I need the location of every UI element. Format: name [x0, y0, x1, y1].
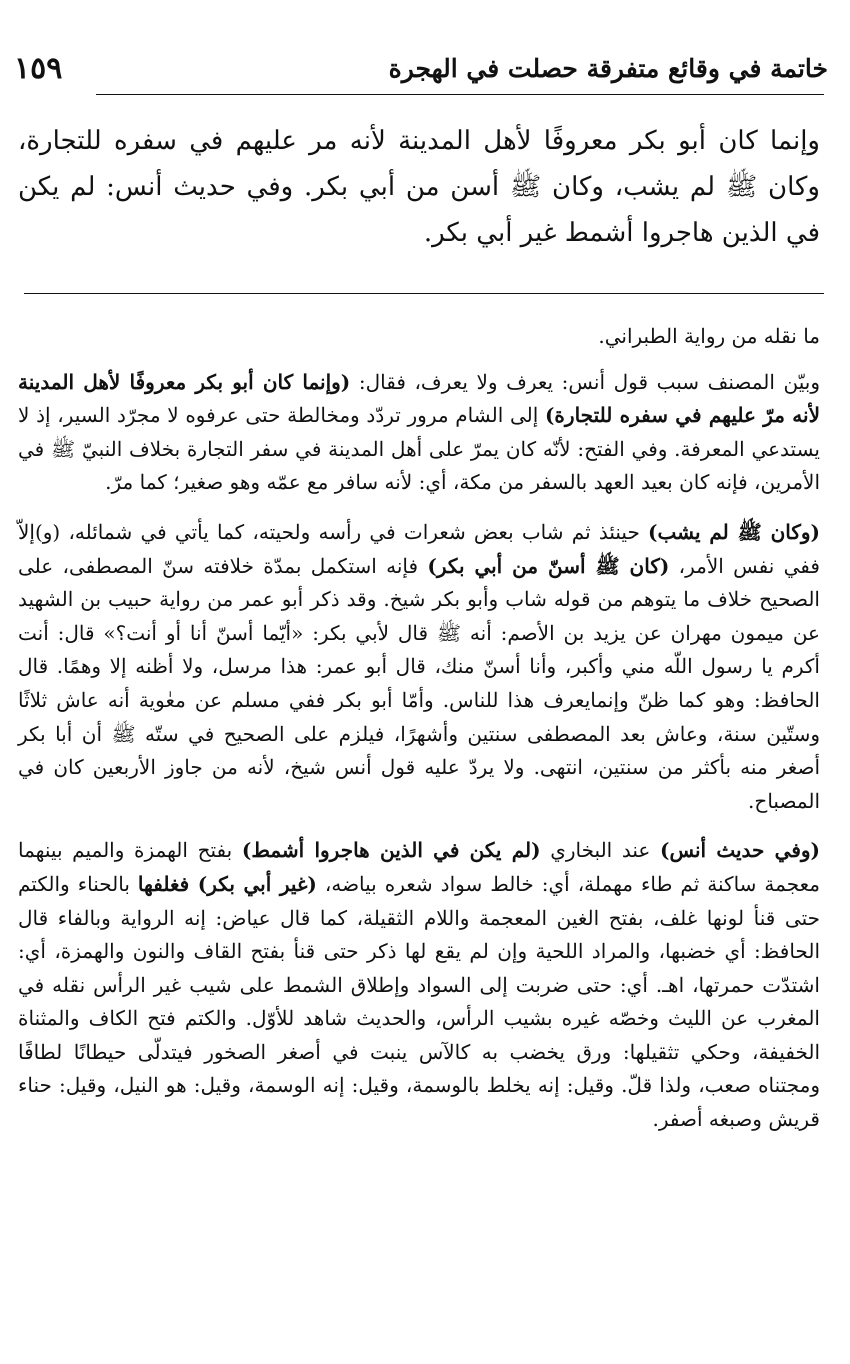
- quoted-main-text: (كان ﷺ أسنّ من أبي بكر): [427, 553, 670, 578]
- commentary-paragraph-2: [18, 366, 820, 500]
- commentary: [18, 320, 820, 1153]
- commentary-text: إلى الشام مرور تردّد ومخالطة حتى عرفوه لا مجرّد السير، إذ لا يستدعي المعرفة. وفي الفتح: لأنّه كان يمرّ على أهل المدينة في سفر التجارة بخلاف النبيّ ﷺ في الأمرين، فإنه كان بعيد العهد بالسفر من مكة، أي: لأنه سافر مع عمّه وهو صغير؛ كما مرّ.: [18, 403, 820, 495]
- page-header: [14, 46, 828, 90]
- commentary-text: عند البخاري: [540, 838, 660, 863]
- page-number: ١٥٩: [14, 50, 63, 86]
- commentary-text: بفتح الهمزة والميم بينهما معجمة ساكنة ثم طاء مهملة، أي: خالط سواد شعره بياضه،: [18, 838, 820, 896]
- separator-rule: [24, 293, 824, 294]
- running-title: خاتمة في وقائع متفرقة حصلت في الهجرة: [388, 53, 828, 83]
- commentary-paragraph-3: [18, 516, 820, 818]
- commentary-text: حينئذ ثم شاب بعض شعرات في رأسه ولحيته، كما يأتي في شمائله، (و)إلاّ ففي نفس الأمر،: [18, 519, 820, 578]
- commentary-paragraph-1: ما نقله من رواية الطبراني.: [598, 324, 820, 348]
- commentary-text: فإنه استكمل بمدّة خلافته سنّ المصطفى، على الصحيح خلاف ما يتوهم من قوله شاب وأبو بكر شيخ. وقد ذكر أبو عمر من رواية حبيب بن الشهيد عن ميمون مهران عن يزيد بن الأصم: أنه ﷺ قال لأبي بكر: «أيّما أسنّ أنا أو أنت؟» قال: أنت أكرم يا رسول اللّه مني وأكبر، وأنا أسنّ منك، قال أبو عمر: هذا مرسل، ولا أظنه إلا وهمًا. قال الحافظ: وهو كما ظنّ وإنمايعرف هذا للناس. وأمّا أبو بكر ففي مسلم عن معٰوية أنه عاش ثلاثًا وستّين سنة، وعاش بعد المصطفى سنتين وأشهرًا، فيلزم على الصحيح في ستّه ﷺ أن أبا بكر أصغر منه بأكثر من سنتين، انتهى. ولا يردّ عليه قول أنس شيخ، لأنه من جاوز الأربعين كان في المصباح.: [18, 553, 820, 813]
- quoted-main-text: (غير أبي بكر) فغلفها: [137, 871, 317, 896]
- header-rule: [96, 94, 824, 95]
- quoted-main-text: (وإنما كان أبو بكر معروفًا لأهل المدينة لأنه مرّ عليهم في سفره للتجارة): [18, 369, 821, 428]
- quoted-main-text: (لم يكن في الذين هاجروا أشمط): [241, 838, 541, 863]
- quoted-main-text: (وكان ﷺ لم يشب): [648, 519, 820, 544]
- commentary-text: بالحناء والكتم حتى قنأ لونها غلف، بفتح الغين المعجمة واللام الثقيلة، كما قال عياض: إنه الرواية وبالفاء قال الحافظ: أي خضبها، والمراد اللحية وإن لم يقع لها ذكر حتى قنأ بفتح القاف والنون والهمزة، أي: اشتدّت حمرتها، اهـ. أي: حتى ضربت إلى السواد وإطلاق الشمط على شيب غير الرأس نقله في المغرب عن الليث وخصّه غيره بشيب الرأس، والحديث شاهد للأوّل. والكتم فتح الكاف والمثناة الخفيفة، وحكي تثقيلها: ورق يخضب به كالآس ينبت في أصغر الصخور فيتدلّى حيطانًا لطافًا ومجتناه صعب، ولذا قلّ. وقيل: إنه يخلط بالوسمة، وقيل: إنه الوسمة، وقيل: هو النيل، وقيل: حناء قريش وصبغه أصفر.: [18, 871, 821, 1132]
- commentary-text: وبيّن المصنف سبب قول أنس: يعرف ولا يعرف، فقال:: [350, 369, 820, 394]
- commentary-paragraph-4: [18, 834, 820, 1136]
- main-text: وإنما كان أبو بكر معروفًا لأهل المدينة لأنه مر عليهم في سفره للتجارة، وكان ﷺ لم يشب، وكان ﷺ أسن من أبي بكر. وفي حديث أنس: لم يكن في الذين هاجروا أشمط غير أبي بكر.: [18, 126, 820, 248]
- quoted-main-text: (وفي حديث أنس): [660, 838, 821, 863]
